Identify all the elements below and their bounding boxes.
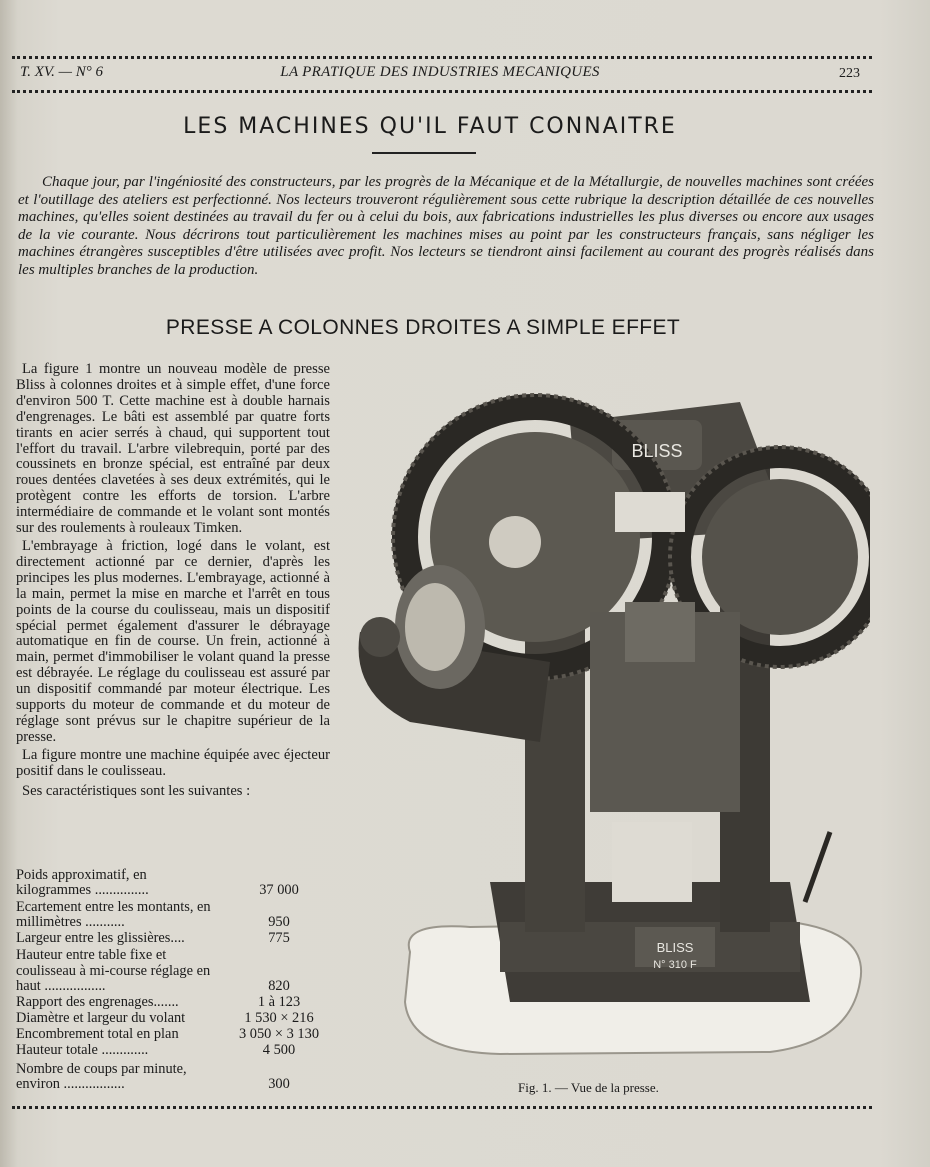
slide-motor [625, 602, 695, 662]
right-gear-web [702, 479, 858, 635]
spec-row [16, 868, 338, 898]
spec-value: 300 [268, 1075, 290, 1092]
spec-value: 950 [268, 913, 290, 930]
spec-value: 1 530 × 216 [244, 1009, 314, 1026]
spec-value: 37 000 [259, 881, 299, 898]
spec-row [16, 1058, 338, 1092]
spec-value: 4 500 [262, 1041, 296, 1058]
spec-label: Hauteur entre table fixe et coulisseau à mi-course réglage en haut ................. [16, 947, 211, 994]
brand-plate-top: BLISS [631, 441, 683, 461]
running-head [20, 64, 860, 86]
spec-value: 775 [268, 929, 290, 946]
spec-label: Largeur entre les glissières.... [16, 929, 185, 946]
die-opening [612, 822, 692, 902]
article-body [16, 362, 330, 801]
title-underline [372, 152, 476, 154]
brand-plate-base: BLISS [656, 940, 694, 955]
spec-value: 1 à 123 [257, 993, 301, 1010]
press-illustration [350, 362, 870, 1062]
spec-label: Hauteur totale ............. [16, 1041, 149, 1058]
spec-row [16, 1026, 338, 1042]
window-opening [615, 492, 685, 532]
spec-value: 3 050 × 3 130 [238, 1025, 320, 1042]
spec-label: Rapport des engrenages....... [16, 993, 179, 1010]
section-title: LES MACHINES QU'IL FAUT CONNAITRE [183, 114, 677, 139]
volume-number: T. XV. — N° 6 [20, 64, 103, 80]
figure-press-photo [350, 362, 870, 1062]
page-number: 223 [839, 66, 860, 81]
spec-label: Poids approximatif, en kilogrammes ............... [16, 866, 149, 898]
clutch-hub [360, 617, 400, 657]
spec-label: Ecartement entre les montants, en millimètres ........... [16, 898, 211, 930]
flywheel-face [405, 583, 465, 671]
paragraph-1: La figure 1 montre un nouveau modèle de presse Bliss à colonnes droites et à simple effet, d'une force d'environ 500 T. Cette machine est à double harnais d'engrenages. Le bâti est assemblé par quatre forts tirants en acier serrés à chaud, qui supportent tout l'effort du travail. L'arbre vilebrequin, porté par des coussinets en bronze spécial, est entraîné par deux roues dentées clavetées à ses deux extrémités, qui le protègent contre les efforts de torsion. L'arbre intermédiaire de commande et le volant sont montés sur des roulements à rouleaux Timken. [16, 361, 330, 537]
spec-label: Diamètre et largeur du volant [16, 1009, 186, 1026]
section-intro: Chaque jour, par l'ingéniosité des constructeurs, par les progrès de la Mécanique et de la Métallurgie, de nouvelles machines sont créées et l'outillage des ateliers est perfectionné. Nos lecteurs trouveront régulièrement sous cette rubrique la description détaillée de ces nouvelles machines, qu'elles soient destinées au travail du fer ou à celui du bois, aux fabrications industrielles les plus diverses ou encore aux usages de la vie courante. Nous décrirons tout particulièrement les machines mises au point par les constructeurs français, sans négliger les machines étrangères susceptibles d'être utilisées avec profit. Nos lecteurs se tiendront ainsi facilement au courant des progrès réalisés dans les multiples branches de la production. [18, 174, 874, 278]
spec-row [16, 1042, 338, 1058]
spec-row [16, 946, 338, 994]
spec-label: Nombre de coups par minute, environ ................. [16, 1060, 187, 1092]
spec-label: Encombrement total en plan [16, 1025, 179, 1042]
spec-value: 820 [268, 977, 290, 994]
figure-caption: Fig. 1. — Vue de la presse. [518, 1080, 659, 1095]
model-plate: N° 310 F [653, 959, 697, 971]
spec-row [16, 1010, 338, 1026]
header-bottom-rule [12, 90, 872, 93]
paragraph-2: L'embrayage à friction, logé dans le volant, est directement actionné par ce dernier, d'après les principes les plus modernes. L'embrayage, actionné à la main, permet la mise en marche et l'arrêt en tous points de la course du coulisseau, mais un dispositif spécial permet également d'assurer le débrayage automatique en fin de course. Un frein, actionné à main, permet d'immobiliser le volant quand la presse est débrayée. Le réglage du coulisseau est assuré par un dispositif commandé par moteur électrique. Les supports du moteur de commande et du moteur de réglage sont prévus sur le chapitre supérieur de la presse. [16, 537, 330, 745]
journal-title: LA PRATIQUE DES INDUSTRIES MECANIQUES [280, 64, 600, 80]
spec-row [16, 994, 338, 1010]
spec-row [16, 898, 338, 930]
spec-row [16, 930, 338, 946]
footer-rule [12, 1106, 872, 1109]
specs-table [16, 868, 338, 1092]
paragraph-3: La figure montre une machine équipée avec éjecteur positif dans le coulisseau. [16, 746, 330, 779]
article-title: PRESSE A COLONNES DROITES A SIMPLE EFFET [165, 316, 681, 339]
paragraph-4: Ses caractéristiques sont les suivantes : [22, 782, 251, 799]
left-gear-hub [489, 516, 541, 568]
clutch-lever [805, 832, 830, 902]
header-top-rule [12, 56, 872, 59]
